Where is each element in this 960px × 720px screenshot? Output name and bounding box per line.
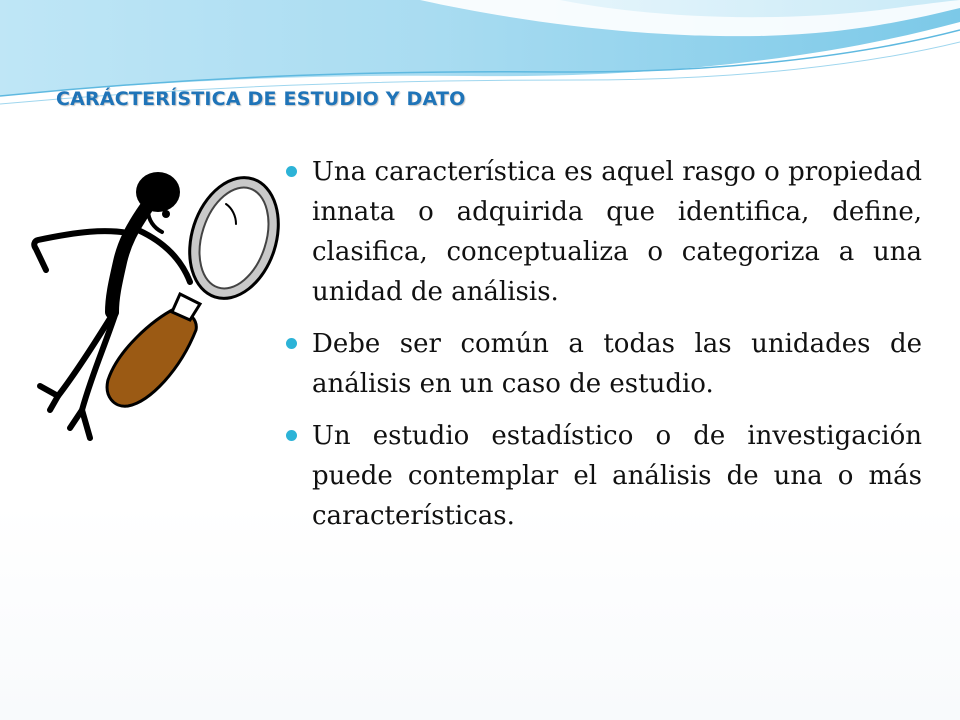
magnifying-glass-stick-figure-icon [30, 170, 284, 442]
bullet-dot-icon [286, 338, 297, 349]
bullet-list [286, 152, 922, 548]
bullet-item [286, 324, 922, 404]
slide-title: CARÁCTERÍSTICA DE ESTUDIO Y DATO [56, 88, 466, 110]
bullet-dot-icon [286, 430, 297, 441]
bullet-dot-icon [286, 166, 297, 177]
bullet-text: Una característica es aquel rasgo o propiedad innata o adquirida que identifica, define, clasifica, conceptualiza o categoriza a una unidad de análisis. [312, 157, 922, 307]
bullet-item [286, 152, 922, 312]
bullet-item [286, 416, 922, 536]
bullet-text: Un estudio estadístico o de investigación puede contemplar el análisis de una o más características. [312, 421, 922, 531]
bullet-text: Debe ser común a todas las unidades de análisis en un caso de estudio. [312, 329, 922, 399]
